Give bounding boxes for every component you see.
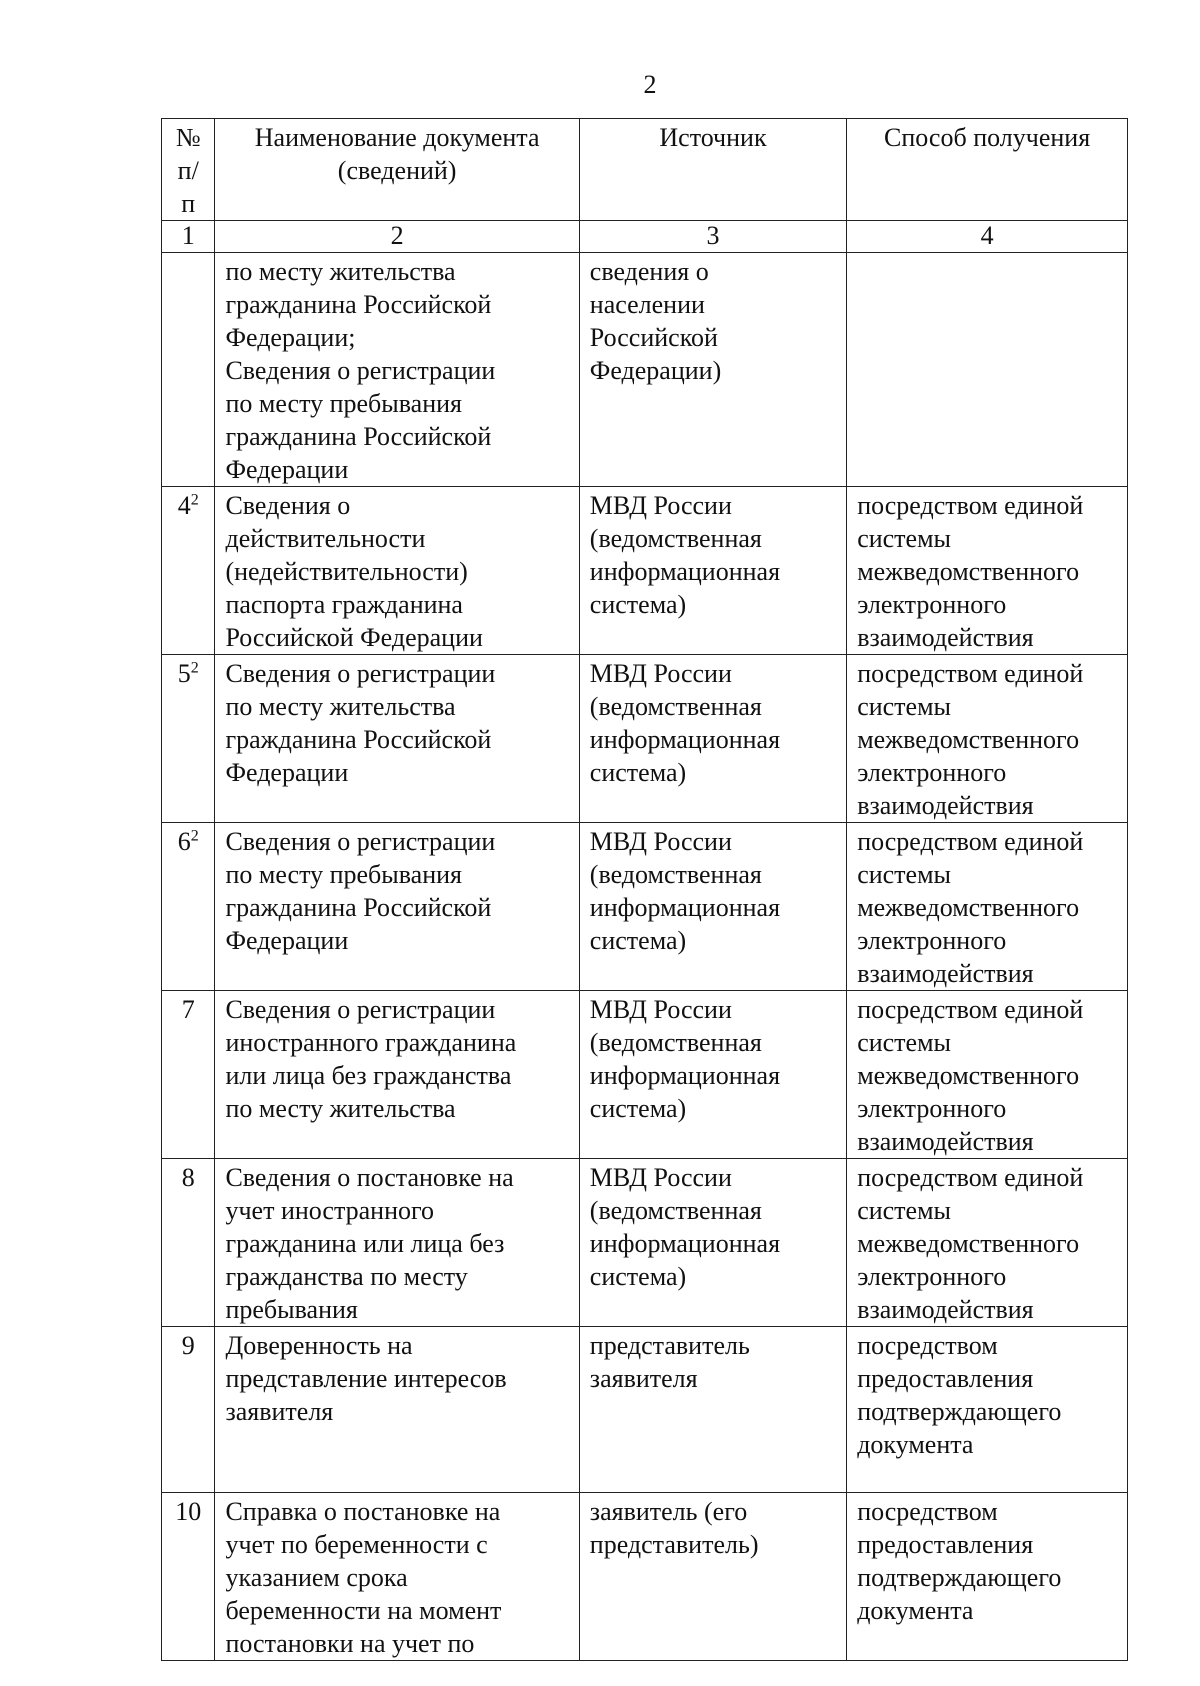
header-name: Наименование документа (сведений): [215, 119, 579, 221]
row-method: [847, 253, 1128, 487]
row-number: 8: [162, 1159, 215, 1327]
column-index-row: [162, 221, 1128, 253]
row-number: [162, 253, 215, 487]
table-row: [162, 823, 1128, 991]
row-method: посредством единой системы межведомственного электронного взаимодействия: [847, 823, 1128, 991]
table-row: [162, 487, 1128, 655]
row-number: 9: [162, 1327, 215, 1493]
column-index-4: 4: [847, 221, 1128, 253]
table-row: [162, 1327, 1128, 1493]
row-source: МВД России (ведомственная информационная система): [579, 1159, 846, 1327]
column-index-3: 3: [579, 221, 846, 253]
row-name: Сведения о регистрации по месту жительства гражданина Российской Федерации: [215, 655, 579, 823]
table-row: [162, 253, 1128, 487]
row-method: посредством единой системы межведомственного электронного взаимодействия: [847, 1159, 1128, 1327]
column-index-2: 2: [215, 221, 579, 253]
row-method: посредством единой системы межведомственного электронного взаимодействия: [847, 487, 1128, 655]
row-source: МВД России (ведомственная информационная система): [579, 991, 846, 1159]
column-index-1: 1: [162, 221, 215, 253]
table-row: [162, 655, 1128, 823]
row-number: $5^2$: [162, 655, 215, 823]
row-method: посредством единой системы межведомственного электронного взаимодействия: [847, 991, 1128, 1159]
row-source: сведения о населении Российской Федерации): [579, 253, 846, 487]
row-name: Доверенность на представление интересов заявителя: [215, 1327, 579, 1493]
row-name: Справка о постановке на учет по беременности с указанием срока беременности на момент постановки на учет по: [215, 1493, 579, 1661]
row-number: 10: [162, 1493, 215, 1661]
header-method: Способ получения: [847, 119, 1128, 221]
row-method: посредством предоставления подтверждающего документа: [847, 1327, 1128, 1493]
row-method: посредством единой системы межведомственного электронного взаимодействия: [847, 655, 1128, 823]
table-row: [162, 1493, 1128, 1661]
row-source: МВД России (ведомственная информационная система): [579, 487, 846, 655]
row-name: Сведения о постановке на учет иностранного гражданина или лица без гражданства по месту пребывания: [215, 1159, 579, 1327]
row-number: 7: [162, 991, 215, 1159]
page-number: 2: [643, 70, 657, 99]
row-number: $6^2$: [162, 823, 215, 991]
row-name: Сведения о регистрации по месту пребывания гражданина Российской Федерации: [215, 823, 579, 991]
header-num: № п/п: [162, 119, 215, 221]
row-source: МВД России (ведомственная информационная система): [579, 655, 846, 823]
documents-table: [161, 118, 1128, 1661]
row-number: $4^2$: [162, 487, 215, 655]
header-source: Источник: [579, 119, 846, 221]
row-source: заявитель (его представитель): [579, 1493, 846, 1661]
row-method: посредством предоставления подтверждающего документа: [847, 1493, 1128, 1661]
row-name: по месту жительства гражданина Российской Федерации; Сведения о регистрации по месту пребывания гражданина Российской Федерации: [215, 253, 579, 487]
row-name: Сведения о действительности (недействительности) паспорта гражданина Российской Федерации: [215, 487, 579, 655]
row-source: представитель заявителя: [579, 1327, 846, 1493]
table-row: [162, 1159, 1128, 1327]
table-row: [162, 991, 1128, 1159]
table-header-row: [162, 119, 1128, 221]
row-source: МВД России (ведомственная информационная система): [579, 823, 846, 991]
row-name: Сведения о регистрации иностранного гражданина или лица без гражданства по месту жительства: [215, 991, 579, 1159]
